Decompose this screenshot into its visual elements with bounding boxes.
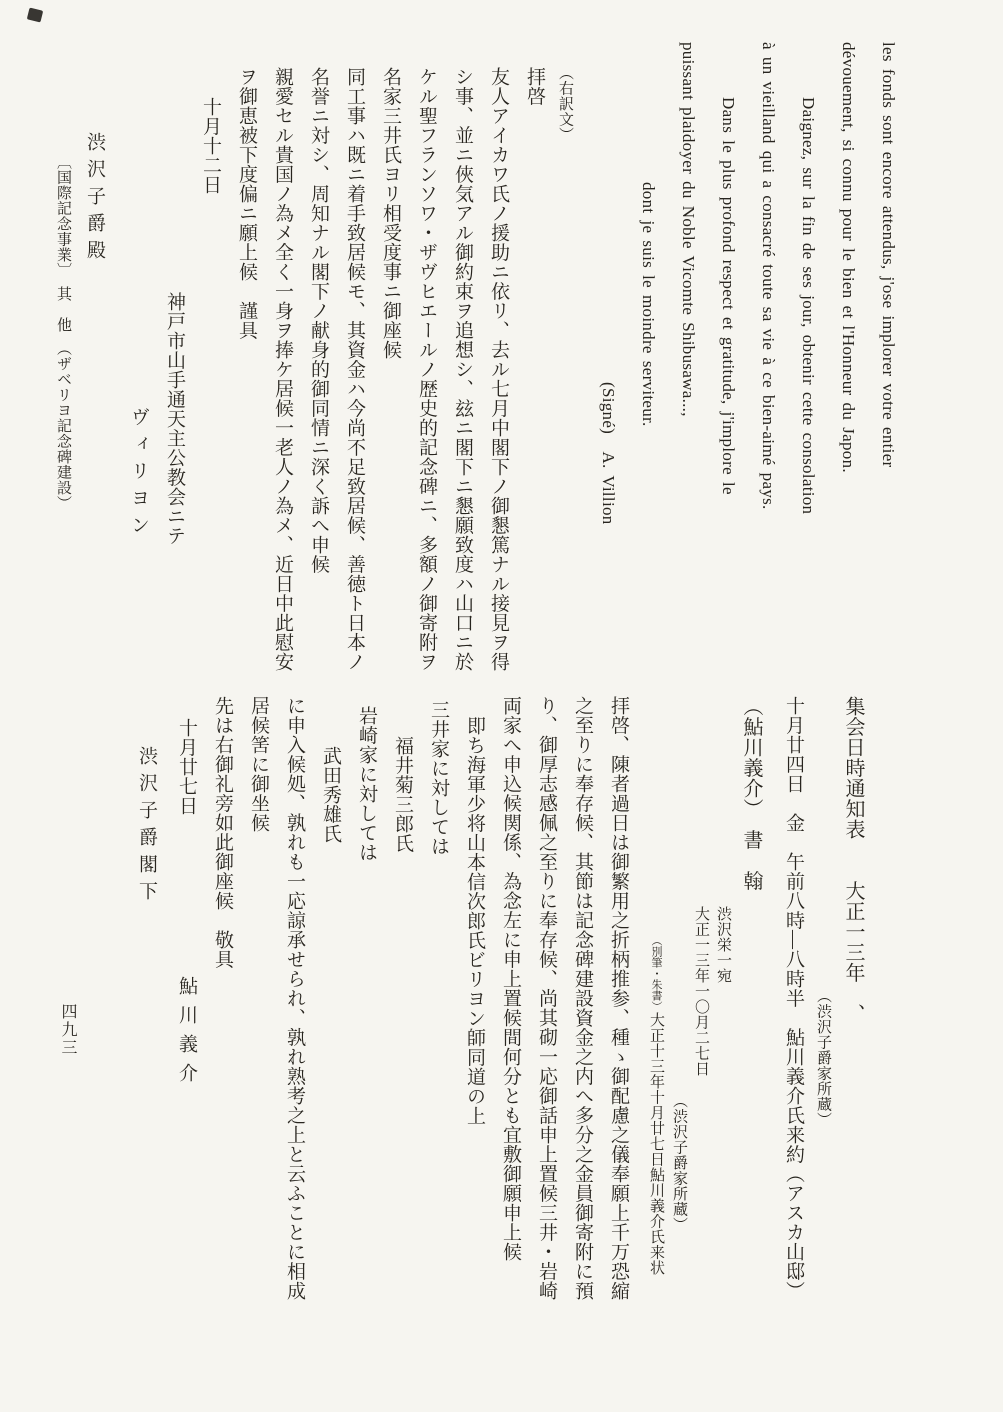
french-line-6: puissant plaidoyer du Noble Vicomte Shibusawa..., [679,42,698,417]
villon-category-note: 〔国際記念事業〕 其 他 （ザベリヨ記念碑建設） [55,154,71,511]
french-line-3: Daignez, sur la fin de ses jour, obtenir cette consolation [799,97,818,515]
aikawa-body-line-2: 之至りに奉存候、其節は記念碑建設資金之内へ多分之金員御寄附に預 [572,696,593,1301]
scan-artifact-mark [27,7,43,22]
villon-body-line-2: シ事、並ニ俠気アル御約束ヲ追想シ、玆ニ閣下ニ懇願致度ハ山口ニ於 [452,67,473,672]
aikawa-body-line-1: 拝啓、陳者過日は御繁用之折柄推参、種ゝ御配慮之儀奉願上千万恐縮 [608,696,629,1301]
villon-addressee: 渋沢子爵殿 [84,132,105,267]
villon-body-line-4: 名家三井氏ヨリ相受度事ニ御座候 [380,67,401,360]
aikawa-body-line-6: 三井家に対しては [428,700,449,856]
villon-salutation: 拝啓 [524,67,545,106]
aikawa-letter-title: （鮎川義介） 書 翰 [740,696,762,891]
aikawa-date-signature-column [168,688,204,1412]
villon-body-line-1: 友人アイカワ氏ノ援助ニ依リ、去ル七月中閣下ノ御懇篤ナル接見ヲ得 [488,67,509,672]
aikawa-annotation-label: （別筆・朱書） [650,935,662,1012]
villon-sender-name: ヴィリヨン [128,407,149,542]
villon-sender-place: 神戸市山手通天主公教会ニテ [164,292,185,546]
aikawa-body-line-7: 福井菊三郎氏 [392,736,413,853]
french-line-7: dont je suis le moindre serviteur. [639,182,658,427]
notice-title-line: 集会日時通知表 大正一三年 、 [842,696,864,1024]
villon-body-line-6: 名誉ニ対シ、周知ナル閣下ノ献身的御同情ニ深く訴へ申候 [308,67,329,574]
french-line-4: à un vieilland qui a consacré toute sa vie à ce bien-aimé pays. [759,42,778,510]
aikawa-date: 十月廿七日 [176,718,197,816]
french-line-5: Dans le plus profond respect et gratitude, j'implore le [719,97,738,495]
aikawa-source: （渋沢子爵家所蔵） [671,1093,687,1233]
notice-source: （渋沢子爵家所蔵） [815,988,831,1128]
villon-body-line-8: ヲ御恵被下度偏ニ願上候 謹具 [236,67,257,340]
aikawa-body-line-12: 先は右御礼旁如此御座候 敬具 [212,696,233,969]
french-signature-line: (Signé) A. Villion [599,382,618,525]
aikawa-annotation [644,688,668,1412]
notice-schedule-line: 十月廿四日 金 午前八時―八時半 鮎川義介氏来約（アスカ山邸） [783,696,804,1301]
aikawa-date-note: 大正一三年一〇月二七日 [693,906,709,1077]
aikawa-body-line-3: り、御厚志感佩之至りに奉存候、尚其砌一応御話申上置候三井・岩崎 [536,696,557,1301]
translation-label: （右訳文） [557,65,573,143]
aikawa-body-line-9: 武田秀雄氏 [320,746,341,844]
french-line-1: les fonds sont encore attendus, j'ose implorer votre entier [879,42,898,468]
aikawa-body-line-4: 両家へ申込候関係、為念左に申上置候間何分とも宜敷御願申上候 [500,696,521,1262]
villon-date: 十月十二日 [200,97,221,195]
aikawa-body-line-10: に申入候処、孰れも一応諒承せられ、孰れ熟考之上と云ふことに相成 [284,696,305,1301]
aikawa-signature: 鮎川義介 [176,975,197,1092]
villon-letter-section [50,42,908,687]
aikawa-letter-section [128,688,870,1412]
page-number: 四九三 [59,1003,76,1057]
villon-body-line-3: ケル聖フランソワ・ザヴヒエールノ歴史的記念碑ニ、多額ノ御寄附ヲ [416,67,437,672]
villon-body-line-5: 同工事ハ既ニ着手致居候モ、其資金ハ今尚不足致居候、善徳ト日本ノ [344,67,365,672]
aikawa-annotation-text: 大正十三年十月廿七日鮎川義介氏来状 [648,1012,664,1276]
french-line-2: dévouement, si connu pour le bien et l'Honneur du Japon. [839,42,858,473]
aikawa-body-line-8: 岩崎家に対しては [356,706,377,862]
aikawa-addressee: 渋沢子爵閣下 [136,746,157,908]
aikawa-body-line-11: 居候筈に御坐候 [248,696,269,833]
aikawa-body-line-5: 即ち海軍少将山本信次郎氏ビリヨン師同道の上 [464,716,485,1126]
aikawa-addressee-note: 渋沢栄一宛 [715,906,731,984]
villon-body-line-7: 親愛セル貴国ノ為メ全く一身ヲ捧ケ居候一老人ノ為メ、近日中此慰安 [272,67,293,672]
